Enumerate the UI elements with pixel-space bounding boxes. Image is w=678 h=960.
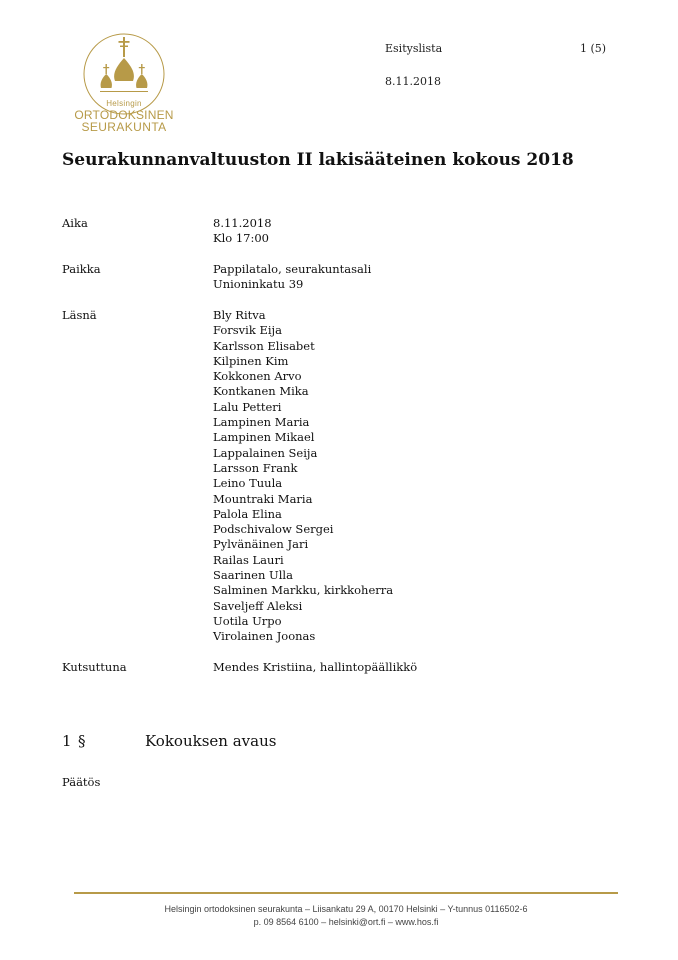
place-value bbox=[213, 262, 371, 293]
attendee: Leino Tuula bbox=[213, 476, 283, 491]
place-address: Unioninkatu 39 bbox=[213, 277, 304, 292]
attendee: Palola Elina bbox=[213, 506, 282, 521]
present-list bbox=[213, 308, 393, 645]
page-title: Seurakunnanvaltuuston II lakisääteinen kokous 2018 bbox=[62, 150, 574, 170]
attendee: Lampinen Mikael bbox=[213, 430, 315, 445]
section-symbol: § bbox=[78, 732, 86, 750]
document-type: Esityslista bbox=[385, 42, 443, 55]
time-value bbox=[213, 216, 272, 247]
time-label: Aika bbox=[62, 216, 88, 230]
present-label: Läsnä bbox=[62, 308, 97, 322]
invited-person: Mendes Kristiina, hallintopäällikkö bbox=[213, 660, 418, 674]
place-label: Paikka bbox=[62, 262, 101, 276]
attendee: Karlsson Elisabet bbox=[213, 338, 315, 353]
attendee: Pylvänäinen Jari bbox=[213, 537, 309, 552]
logo-text-seurakunta: SEURAKUNTA bbox=[81, 120, 167, 134]
meeting-date: 8.11.2018 bbox=[213, 216, 272, 230]
attendee: Kontkanen Mika bbox=[213, 384, 309, 399]
invited-value bbox=[213, 660, 417, 675]
footer-address: Helsingin ortodoksinen seurakunta – Liisankatu 29 A, 00170 Helsinki – Y-tunnus 0116502-6 bbox=[164, 904, 528, 914]
footer-divider bbox=[74, 892, 618, 894]
logo-text-helsingin: Helsingin bbox=[106, 99, 142, 108]
place-name: Pappilatalo, seurakuntasali bbox=[213, 262, 372, 276]
decision-label: Päätös bbox=[62, 775, 101, 789]
attendee: Lalu Petteri bbox=[213, 399, 282, 414]
attendee: Larsson Frank bbox=[213, 460, 298, 475]
attendee: Saarinen Ulla bbox=[213, 568, 293, 583]
attendee: Kokkonen Arvo bbox=[213, 369, 302, 384]
logo-text-ortodoksinen: ORTODOKSINEN bbox=[74, 108, 174, 122]
section-title: Kokouksen avaus bbox=[145, 732, 277, 750]
meeting-time: Klo 17:00 bbox=[213, 231, 269, 246]
attendee: Virolainen Joonas bbox=[213, 629, 316, 644]
attendee: Lappalainen Seija bbox=[213, 445, 318, 460]
attendee: Mountraki Maria bbox=[213, 491, 313, 506]
attendee: Railas Lauri bbox=[213, 552, 284, 567]
invited-label: Kutsuttuna bbox=[62, 660, 127, 674]
attendee: Salminen Markku, kirkkoherra bbox=[213, 583, 394, 598]
section-number: 1 bbox=[62, 732, 72, 750]
attendee: Podschivalow Sergei bbox=[213, 522, 334, 537]
attendee: Saveljeff Aleksi bbox=[213, 598, 303, 613]
footer-contact: p. 09 8564 6100 – helsinki@ort.fi – www.hos.fi bbox=[253, 917, 439, 927]
attendee: Uotila Urpo bbox=[213, 613, 282, 628]
attendee: Lampinen Maria bbox=[213, 415, 310, 430]
attendee: Kilpinen Kim bbox=[213, 353, 289, 368]
attendee: Bly Ritva bbox=[213, 308, 266, 322]
document-date: 8.11.2018 bbox=[385, 75, 441, 88]
attendee: Forsvik Eija bbox=[213, 323, 282, 338]
page-number: 1 (5) bbox=[580, 42, 607, 55]
